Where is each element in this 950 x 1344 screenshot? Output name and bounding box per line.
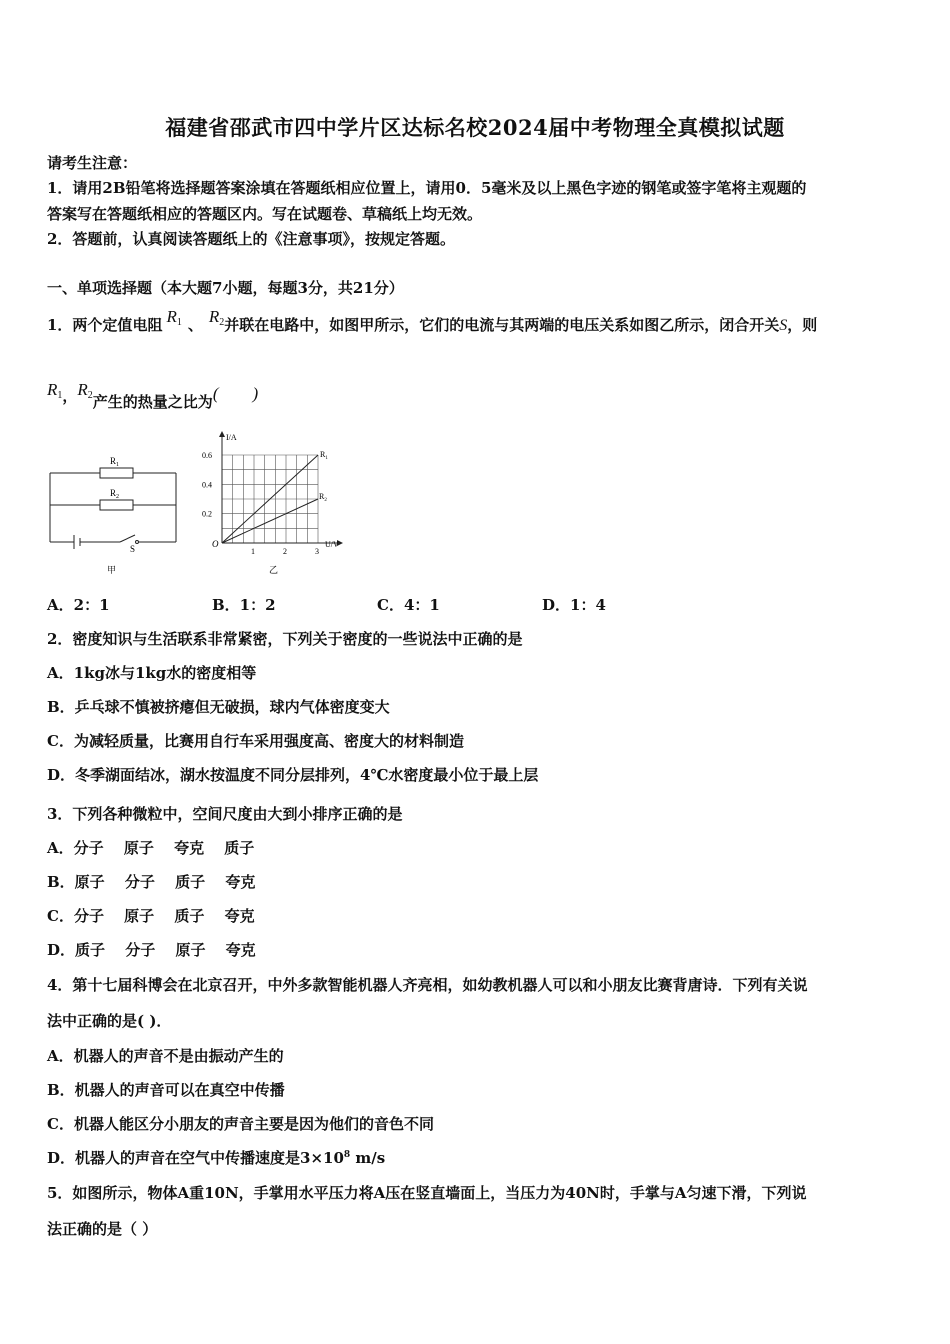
x-tick-label: 3 [315,547,319,556]
q4-option-d [47,1147,385,1168]
q4-option-b: B．机器人的声音可以在真空中传播 [47,1081,285,1099]
notice-item-1-line-1: 1．请用2B铅笔将选择题答案涂填在答题纸相应位置上，请用0．5毫米及以上黑色字迹的钢笔或签字笔将主观题的 [47,179,807,197]
q4-option-c: C．机器人能区分小朋友的声音主要是因为他们的音色不同 [47,1115,434,1133]
series-r2-label: $R_2$ [319,492,327,503]
q1-option-a: A．2：1 [47,596,110,614]
origin-label: O [212,539,219,549]
q1-r1-symbol [166,307,181,326]
q1-switch-symbol: S [779,317,788,334]
q1-line2-r1-letter: R [47,380,58,399]
page-title: 福建省邵武市四中学片区达标名校2024届中考物理全真模拟试题 [165,115,785,140]
question-3-stem: 3．下列各种微粒中，空间尺度由大到小排序正确的是 [47,805,403,823]
x-tick-label: 2 [283,547,287,556]
question-4-stem-line-2: 法中正确的是( )． [47,1012,172,1030]
q1-end: ，则 [787,316,818,334]
x-tick-label: 1 [251,547,255,556]
q1-sep: 、 [187,316,203,334]
q1-line2-r1-sub: 1 [57,390,63,401]
q4-option-d-suffix: m/s [350,1149,386,1167]
q4-option-d-prefix: D．机器人的声音在空气中传播速度是3×10 [47,1149,344,1167]
q1-r2-letter: R [208,307,220,326]
series-r1-label: $R_1$ [320,450,328,461]
q1-r1-letter: R [166,307,177,326]
q1-r2-symbol [209,307,224,326]
iu-graph-yi [195,428,355,580]
circuit-r2-label: $R_2$ [110,488,120,500]
caption-jia: 甲 [107,565,117,575]
notice-heading: 请考生注意： [47,154,138,172]
q1-line2-text: 产生的热量之比为 [92,393,213,411]
y-axis-label: I/A [226,433,237,442]
q1-line2-r2-sub: 2 [87,390,93,401]
x-axis-label: U/V [325,540,339,549]
q1-line2-r2 [77,380,92,399]
q1-option-c: C．4：1 [377,596,440,614]
caption-yi: 乙 [269,565,279,575]
q1-line2-r2-letter: R [77,380,88,399]
q1-line2-comma: ， [62,387,78,405]
q1-middle: 并联在电路中，如图甲所示，它们的电流与其两端的电压关系如图乙所示，闭合开关 [224,316,780,334]
question-2-stem: 2．密度知识与生活联系非常紧密，下列关于密度的一些说法中正确的是 [47,630,523,648]
y-tick-label: 0.2 [202,509,212,519]
q2-option-c: C．为减轻质量，比赛用自行车采用强度高、密度大的材料制造 [47,732,464,750]
q1-answer-blank: ( ) [212,384,259,403]
graph-ticks [202,451,319,556]
q2-option-a: A．1kg冰与1kg水的密度相等 [47,664,257,682]
circuit-switch-label: S [130,544,136,554]
q1-r1-sub: 1 [176,317,182,328]
notice-item-2: 2．答题前，认真阅读答题纸上的《注意事项》，按规定答题。 [47,230,455,248]
q3-option-d: D．质子 分子 原子 夸克 [47,941,256,959]
section-heading: 一、单项选择题（本大题7小题，每题3分，共21分） [47,279,404,297]
question-5-stem-line-1: 5．如图所示，物体A重10N，手掌用水平压力将A压在竖直墙面上，当压力为40N时，手掌与A匀速下滑，下列说 [47,1184,807,1202]
series-line-r2 [222,499,318,543]
circuit-r1-label: $R_1$ [110,456,120,468]
q1-line2-r1 [47,380,62,399]
question-1-line-2 [47,380,259,411]
q2-option-d: D．冬季湖面结冰，湖水按温度不同分层排列，4℃水密度最小位于最上层 [47,766,539,784]
q3-option-a: A．分子 原子 夸克 质子 [47,839,255,857]
q1-prefix: 1．两个定值电阻 [47,316,163,334]
circuit-diagram-jia [40,445,190,580]
q4-option-a: A．机器人的声音不是由振动产生的 [47,1047,284,1065]
q2-option-b: B．乒乓球不慎被挤瘪但无破损，球内气体密度变大 [47,698,390,716]
q1-option-d: D．1：4 [542,596,606,614]
q1-option-b: B．1：2 [212,596,276,614]
q4-option-d-exponent: 8 [343,1150,351,1160]
notice-item-1-line-2: 答案写在答题纸相应的答题区内。写在试题卷、草稿纸上均无效。 [47,205,483,223]
q3-option-b: B．原子 分子 质子 夸克 [47,873,256,891]
y-tick-label: 0.6 [202,451,212,460]
q1-r2-sub: 2 [219,317,225,328]
y-tick-label: 0.4 [202,480,212,490]
question-5-stem-line-2: 法正确的是（ ） [47,1220,158,1238]
question-4-stem-line-1: 4．第十七届科博会在北京召开，中外多款智能机器人齐亮相，如幼教机器人可以和小朋友比赛背唐诗．下列有关说 [47,976,808,994]
q3-option-c: C．分子 原子 质子 夸克 [47,907,255,925]
question-1-line-1 [47,307,818,336]
